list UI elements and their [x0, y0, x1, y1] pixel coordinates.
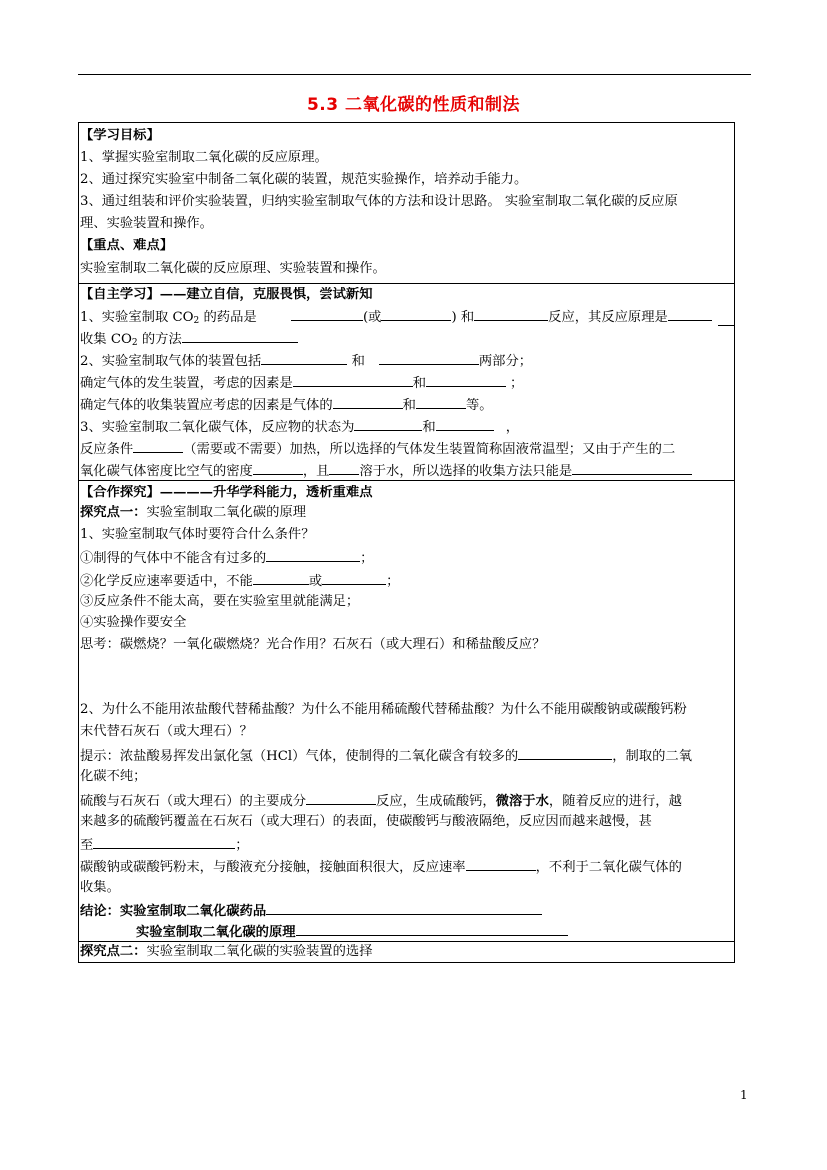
condition-3: ③反应条件不能太高，要在实验室里就能满足；	[80, 594, 360, 609]
section-divider	[78, 941, 735, 942]
answer-blank[interactable]	[436, 418, 494, 431]
answer-blank[interactable]	[296, 923, 568, 936]
self-study-q2: 2、实验室制取气体的装置包括 和 两部分；	[80, 354, 533, 369]
carbonate-line: 碳酸钠或碳酸钙粉末，与酸液充分接触，接触面积很大，反应速率 ，不利于二氧化碳气体的	[80, 860, 682, 875]
answer-blank[interactable]	[354, 418, 422, 431]
answer-blank[interactable]	[322, 572, 386, 585]
answer-blank[interactable]	[133, 440, 183, 453]
header-rule	[78, 74, 751, 75]
answer-blank[interactable]	[261, 352, 347, 365]
goal-item: 2、通过探究实验室中制备二氧化碳的装置，规范实验操作，培养动手能力。	[80, 172, 528, 187]
section-divider	[78, 283, 735, 284]
key-heading: 【重点、难点】	[80, 238, 174, 253]
self-study-q3-condition: 反应条件 （需要或不需要）加热，所以选择的气体发生装置简称固液常温型；又由于产生的二	[80, 442, 676, 457]
goals-heading: 【学习目标】	[80, 128, 160, 143]
conclusion-principle: 实验室制取二氧化碳的原理	[80, 923, 736, 941]
section-divider	[78, 480, 735, 481]
coop-q2-cont: 末代替石灰石（或大理石）？	[80, 724, 253, 739]
answer-blank[interactable]	[518, 747, 612, 760]
answer-blank[interactable]	[426, 374, 506, 387]
answer-blank[interactable]	[474, 308, 548, 321]
condition-1: ①制得的气体中不能含有过多的 ；	[80, 551, 374, 566]
self-study-q3-collect: 氧化碳气体密度比空气的密度 ，且 溶于水，所以选择的收集方法只能是	[80, 462, 736, 480]
answer-blank[interactable]	[466, 858, 536, 871]
goal-item: 3、通过组装和评价实验装置，归纳实验室制取气体的方法和设计思路。 实验室制取二氧化碳的反应原	[80, 194, 678, 209]
line-continuation	[718, 325, 735, 326]
self-study-q1: 1、实验室制取 $CO_2$ 的药品是 (或 ) 和 反应，其反应原理是	[80, 308, 736, 326]
goal-item: 1、掌握实验室制取二氧化碳的反应原理。	[80, 150, 328, 165]
conclusion-drugs: 结论：实验室制取二氧化碳药品	[80, 902, 736, 920]
carbonate-line-cont: 收集。	[80, 880, 120, 895]
answer-blank[interactable]	[291, 308, 363, 321]
answer-blank[interactable]	[182, 330, 298, 343]
answer-blank[interactable]	[379, 352, 479, 365]
sulfuric-line-cont: 来越多的硫酸钙覆盖在石灰石（或大理石）的表面，使碳酸钙与酸液隔绝，反应因而越来越慢，甚	[80, 814, 652, 829]
answer-blank[interactable]	[668, 308, 712, 321]
condition-4: ④实验操作要安全	[80, 615, 187, 630]
answer-blank[interactable]	[266, 549, 360, 562]
key-text: 实验室制取二氧化碳的反应原理、实验装置和操作。	[80, 261, 386, 276]
coop-heading: 【合作探究】————升华学科能力，透析重难点	[80, 485, 373, 500]
self-study-q2-collector: 确定气体的收集装置应考虑的因素是气体的 和 等。	[80, 398, 493, 413]
answer-blank[interactable]	[416, 396, 466, 409]
point-one: 探究点一：实验室制取二氧化碳的原理	[80, 505, 307, 520]
answer-blank[interactable]	[93, 836, 235, 849]
self-study-q2-generator: 确定气体的发生装置，考虑的因素是 和 ；	[80, 376, 524, 391]
condition-2: ②化学反应速率要适中，不能 或 ；	[80, 574, 400, 589]
coop-q2: 2、为什么不能用浓盐酸代替稀盐酸？为什么不能用稀硫酸代替稀盐酸？为什么不能用碳酸钠或碳酸钙粉	[80, 702, 687, 717]
think-question: 思考：碳燃烧？一氧化碳燃烧？光合作用？石灰石（或大理石）和稀盐酸反应？	[80, 637, 546, 652]
sulfuric-line: 硫酸与石灰石（或大理石）的主要成分 反应，生成硫酸钙，微溶于水，随着反应的进行，越	[80, 794, 682, 809]
answer-blank[interactable]	[381, 308, 451, 321]
answer-blank[interactable]	[306, 792, 376, 805]
point-two: 探究点二：实验室制取二氧化碳的实验装置的选择	[80, 944, 373, 959]
page-number: 1	[740, 1088, 748, 1102]
answer-blank[interactable]	[329, 462, 359, 475]
answer-blank[interactable]	[266, 902, 542, 915]
answer-blank[interactable]	[572, 462, 692, 475]
coop-q1: 1、实验室制取气体时要符合什么条件？	[80, 527, 315, 542]
answer-blank[interactable]	[253, 572, 309, 585]
goal-item: 理、实验装置和操作。	[80, 216, 213, 231]
page-title: 5.3 二氧化碳的性质和制法	[306, 95, 521, 115]
self-study-q1-collect: 收集 $CO_2$ 的方法	[80, 330, 736, 348]
hint-line-cont: 化碳不纯；	[80, 769, 147, 784]
sulfuric-line-end: 至 ；	[80, 838, 249, 853]
answer-blank[interactable]	[333, 396, 403, 409]
answer-blank[interactable]	[293, 374, 413, 387]
self-study-heading: 【自主学习】——建立自信，克服畏惧，尝试新知	[80, 287, 373, 302]
self-study-q3: 3、实验室制取二氧化碳气体，反应物的状态为 和 ，	[80, 420, 519, 435]
answer-blank[interactable]	[253, 462, 303, 475]
hint-line: 提示：浓盐酸易挥发出氯化氢（HCl）气体，使制得的二氧化碳含有较多的 ，制取的二氧	[80, 749, 693, 764]
